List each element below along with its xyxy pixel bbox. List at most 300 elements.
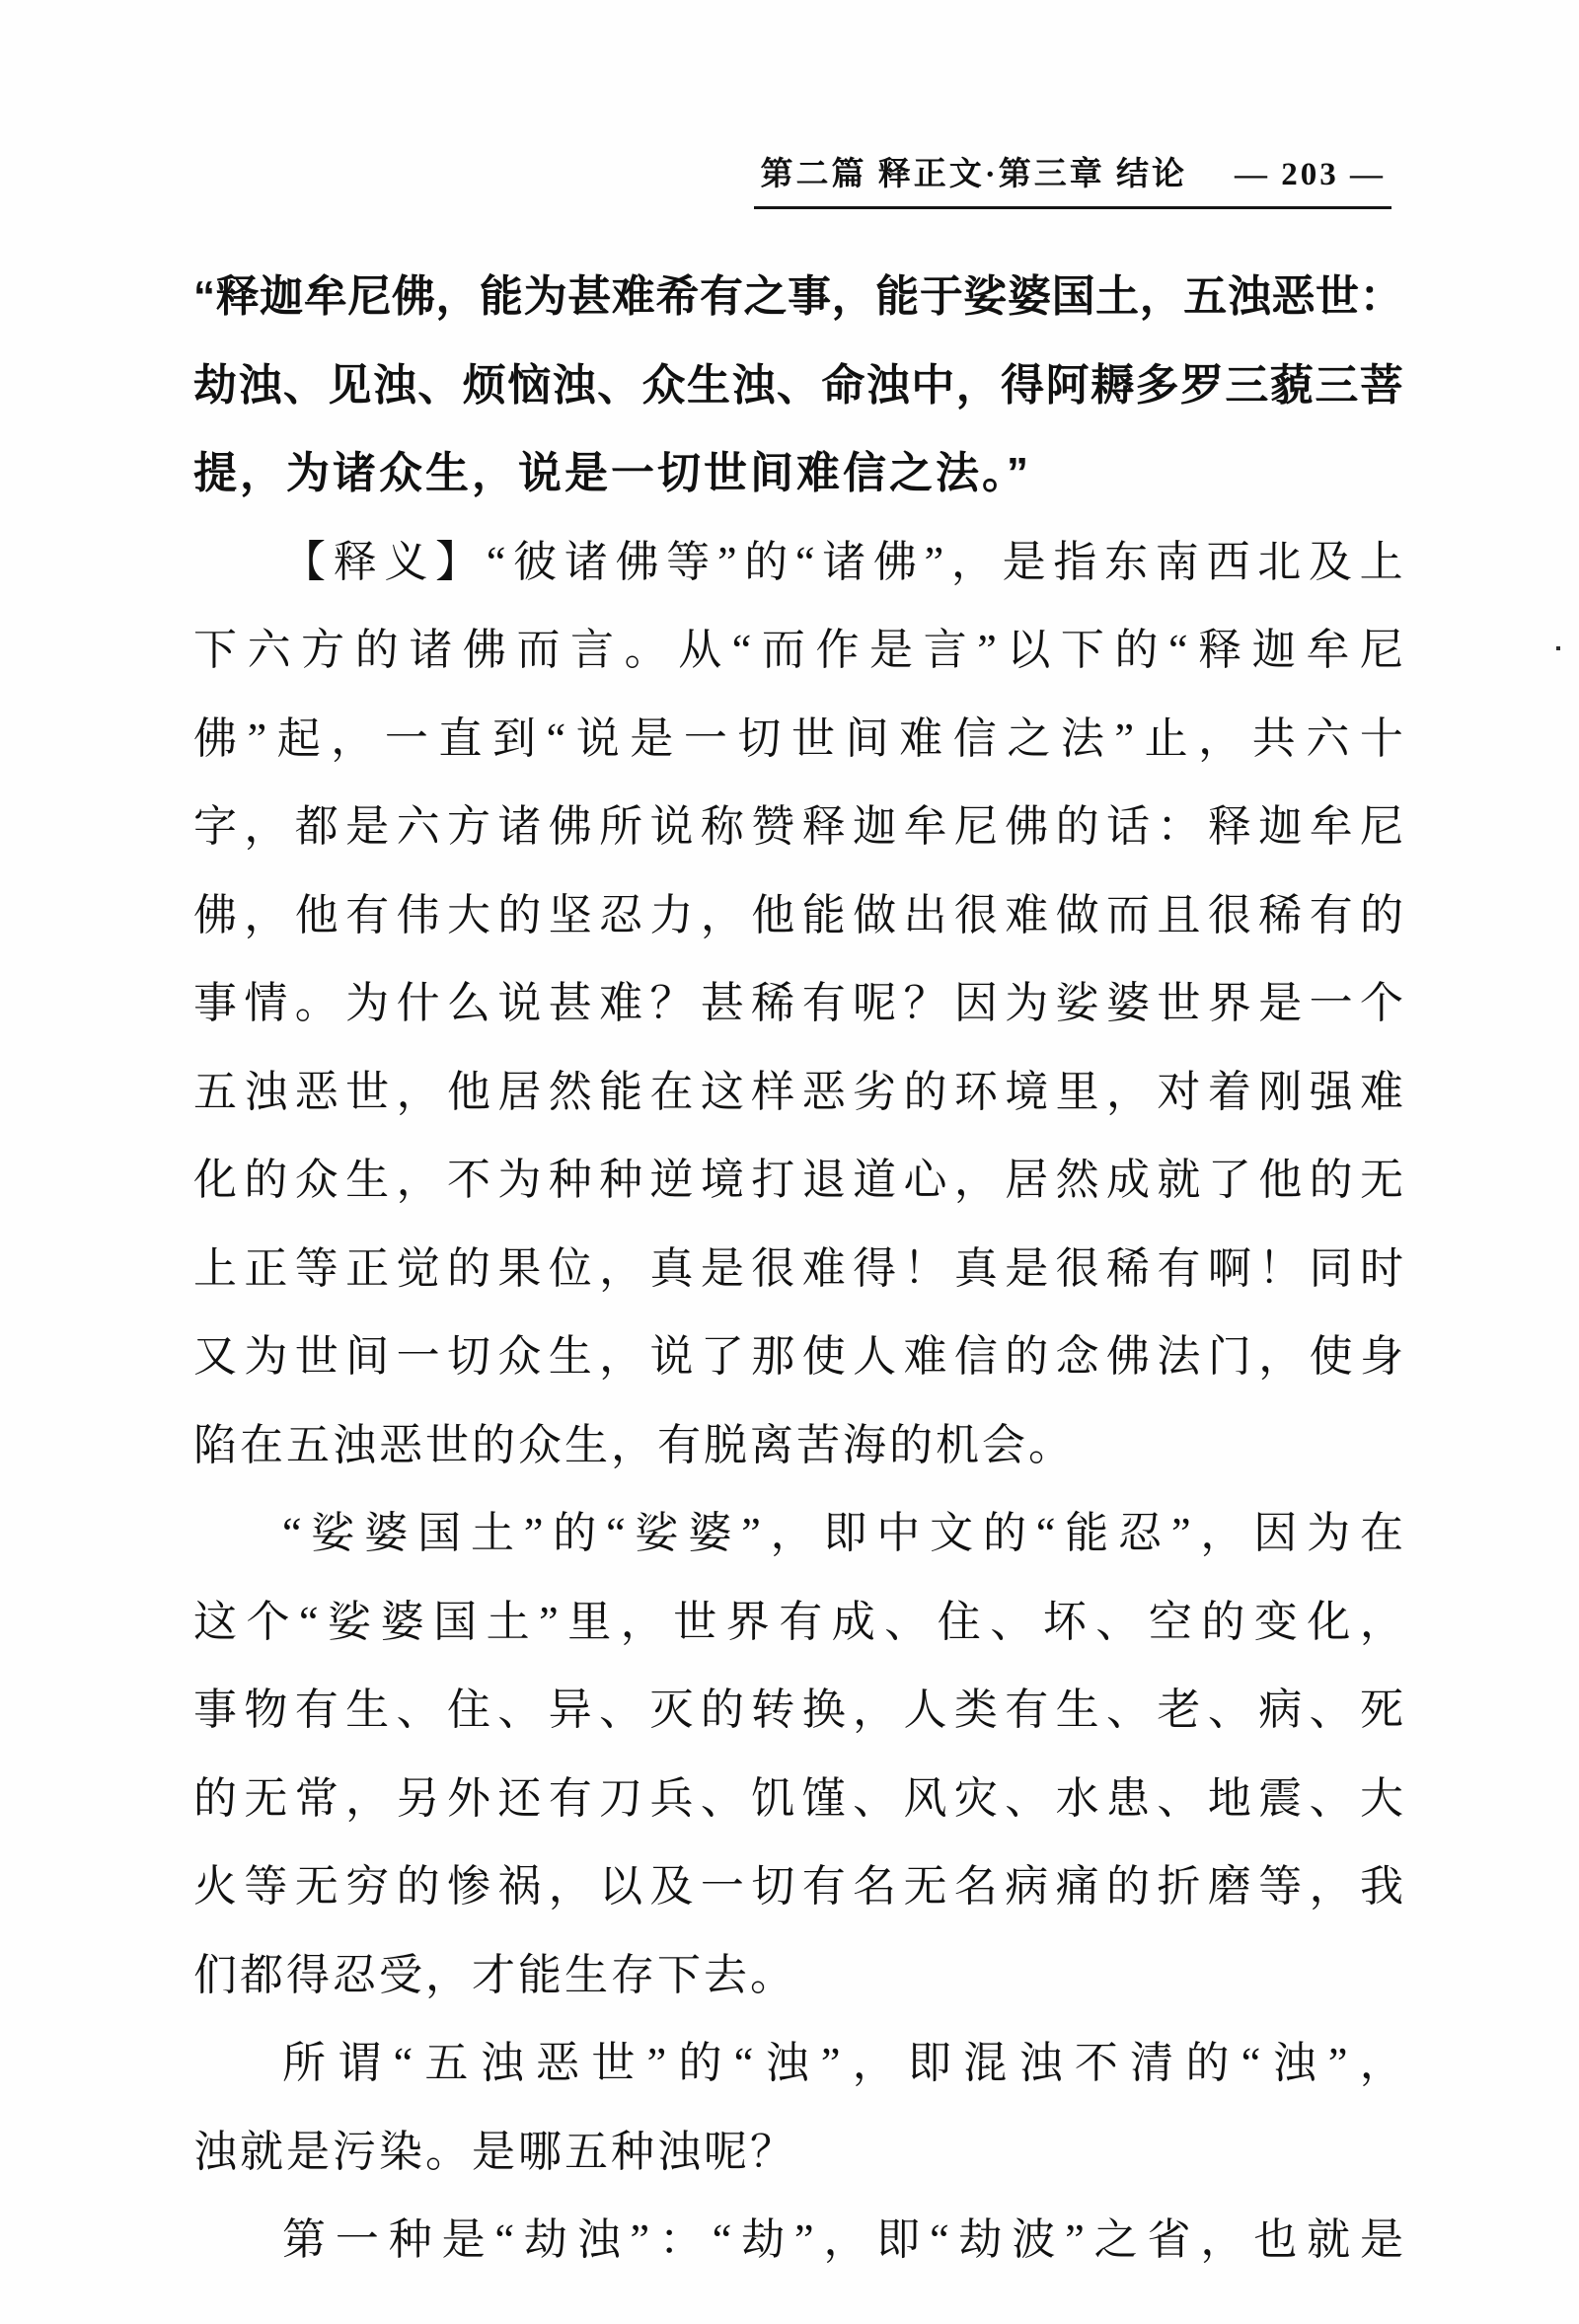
glyph: 】 <box>435 537 480 586</box>
glyph: 、 <box>417 360 462 410</box>
glyph: 成 <box>1106 1156 1151 1204</box>
glyph: 尼 <box>953 802 998 851</box>
glyph: 了 <box>1207 1156 1251 1204</box>
glyph: 稀 <box>751 979 795 1027</box>
glyph: 义 <box>384 537 428 586</box>
glyph: 环 <box>953 1067 998 1116</box>
glyph: ， <box>1200 1509 1244 1557</box>
glyph: 名 <box>953 1862 998 1911</box>
glyph: 有 <box>801 979 846 1027</box>
glyph: 恶 <box>1271 272 1316 321</box>
glyph: 、 <box>776 360 820 410</box>
glyph: 居 <box>1005 1156 1049 1204</box>
glyph: 即 <box>907 2039 951 2087</box>
glyph: 世 <box>1316 272 1360 321</box>
glyph: 的 <box>244 1156 288 1204</box>
glyph: 世 <box>791 713 835 763</box>
glyph: 浊 <box>244 1067 288 1116</box>
glyph: 一 <box>335 2215 379 2264</box>
glyph: 而 <box>761 626 805 674</box>
glyph: 信 <box>953 1332 998 1381</box>
glyph: 因 <box>953 979 998 1027</box>
glyph: 、 <box>1309 1686 1353 1734</box>
glyph: 及 <box>1308 537 1352 586</box>
glyph: 是 <box>1002 537 1046 586</box>
glyph: 即 <box>823 1509 867 1557</box>
glyph: 劫 <box>958 2215 1003 2264</box>
glyph: 法 <box>1060 713 1104 763</box>
glyph: 为 <box>1005 979 1049 1027</box>
glyph: 娑 <box>311 1509 355 1557</box>
glyph: 的 <box>553 1509 597 1557</box>
glyph: 做 <box>1055 890 1099 939</box>
text-line <box>193 518 1403 607</box>
glyph: 世 <box>345 1067 390 1116</box>
glyph: 磨 <box>1207 1862 1251 1911</box>
glyph: 名 <box>853 1862 897 1911</box>
glyph: 病 <box>1005 1862 1049 1911</box>
glyph: 国 <box>417 1509 462 1557</box>
glyph: 罗 <box>1179 360 1224 410</box>
glyph: ， <box>1258 1332 1303 1381</box>
text-block <box>193 253 1403 2285</box>
glyph: 是 <box>700 1243 744 1293</box>
glyph: 上 <box>193 1243 237 1293</box>
text-line: 提，为诸众生，说是一切世间难信之法。” <box>193 449 1031 497</box>
glyph: 国 <box>1051 272 1095 321</box>
glyph: 释 <box>1198 626 1242 674</box>
glyph: 赞 <box>751 802 795 851</box>
glyph: 、 <box>1207 1686 1251 1734</box>
glyph: 同 <box>1309 1243 1353 1293</box>
text-line <box>193 1312 1403 1401</box>
glyph: 正 <box>345 1243 390 1293</box>
glyph: 劫 <box>523 2215 567 2264</box>
glyph: 以 <box>599 1862 643 1911</box>
glyph: 难 <box>1359 1067 1403 1116</box>
glyph: 诸 <box>564 537 608 586</box>
glyph: 为 <box>345 979 390 1027</box>
glyph: 甚 <box>548 979 592 1027</box>
glyph: ， <box>831 272 875 321</box>
glyph: 成 <box>831 1597 875 1646</box>
glyph: 果 <box>497 1243 542 1293</box>
glyph: 的 <box>700 1686 744 1734</box>
scan-speck <box>1556 646 1560 650</box>
glyph: 大 <box>446 890 490 939</box>
glyph: 北 <box>1257 537 1302 586</box>
glyph: 难 <box>1005 890 1049 939</box>
glyph: 住 <box>937 1597 981 1646</box>
glyph: ， <box>1359 1597 1403 1646</box>
glyph: 、 <box>396 1686 440 1734</box>
glyph: 话 <box>1106 802 1151 851</box>
glyph: 、 <box>1106 1686 1151 1734</box>
glyph: 浊 <box>576 2215 621 2264</box>
text-line <box>193 695 1403 784</box>
glyph: 这 <box>700 1067 744 1116</box>
glyph: 众 <box>294 1156 338 1204</box>
glyph: 混 <box>963 2039 1008 2087</box>
glyph: 的 <box>983 1509 1027 1557</box>
glyph: 世 <box>673 1597 717 1646</box>
glyph: ， <box>244 802 288 851</box>
glyph: 浊 <box>765 2039 809 2087</box>
glyph: 能 <box>480 272 524 321</box>
glyph: 坏 <box>1042 1597 1087 1646</box>
glyph: 患 <box>1106 1773 1151 1823</box>
glyph: 力 <box>649 890 694 939</box>
glyph: 菩 <box>1359 360 1403 410</box>
glyph: 人 <box>853 1332 897 1381</box>
glyph: 上 <box>1359 537 1403 586</box>
glyph: 的 <box>678 2039 722 2087</box>
glyph: 不 <box>1074 2039 1118 2087</box>
glyph: 穷 <box>345 1862 390 1911</box>
glyph: 众 <box>497 1332 542 1381</box>
text-line: 浊就是污染。是哪五种浊呢？ <box>193 2127 796 2176</box>
glyph: ” <box>247 713 267 763</box>
glyph: ， <box>1359 2039 1403 2087</box>
glyph: 换 <box>801 1686 846 1734</box>
glyph: 谓 <box>338 2039 382 2087</box>
glyph: 下 <box>193 626 237 674</box>
glyph: 中 <box>876 1509 921 1557</box>
glyph: 、 <box>1309 1773 1353 1823</box>
glyph: 娑 <box>328 1597 372 1646</box>
glyph: 、 <box>599 1686 643 1734</box>
glyph: ， <box>435 272 480 321</box>
glyph: “ <box>606 1509 626 1557</box>
text-line <box>193 2019 1403 2108</box>
glyph: 到 <box>492 713 536 763</box>
glyph: 还 <box>497 1773 542 1823</box>
glyph: 震 <box>1258 1773 1303 1823</box>
glyph: 就 <box>1157 1156 1201 1204</box>
text-line: 们都得忍受，才能生存下去。 <box>193 1950 796 1999</box>
glyph: ！ <box>903 1243 947 1293</box>
glyph: 【 <box>282 537 326 586</box>
glyph: “ <box>393 2039 414 2087</box>
glyph: 浊 <box>372 360 416 410</box>
glyph: 婆 <box>364 1509 409 1557</box>
glyph: 之 <box>743 272 788 321</box>
glyph: 什 <box>396 979 440 1027</box>
glyph: 的 <box>1201 1597 1245 1646</box>
glyph: 藐 <box>1269 360 1314 410</box>
glyph: 西 <box>1206 537 1250 586</box>
glyph: 土 <box>1095 272 1140 321</box>
glyph: 国 <box>433 1597 478 1646</box>
glyph: 省 <box>1147 2215 1191 2264</box>
glyph: 希 <box>655 272 700 321</box>
glyph: 生 <box>686 360 730 410</box>
glyph: 事 <box>193 979 237 1027</box>
glyph: 、 <box>497 1686 542 1734</box>
glyph: 念 <box>1055 1332 1099 1381</box>
glyph: 间 <box>345 1332 390 1381</box>
glyph: 逆 <box>649 1156 694 1204</box>
glyph: ， <box>396 1156 440 1204</box>
glyph: 另 <box>396 1773 440 1823</box>
glyph: “ <box>282 1509 302 1557</box>
glyph: ” <box>646 2039 667 2087</box>
glyph: 位 <box>548 1243 592 1293</box>
glyph: 牟 <box>303 272 347 321</box>
glyph: 迦 <box>1258 802 1303 851</box>
glyph: 中 <box>911 360 955 410</box>
glyph: 做 <box>853 890 897 939</box>
glyph: 劫 <box>741 2215 786 2264</box>
glyph: 共 <box>1251 713 1296 763</box>
glyph: 很 <box>1207 890 1251 939</box>
glyph: 众 <box>641 360 686 410</box>
glyph: 灾 <box>953 1773 998 1823</box>
glyph: ： <box>1157 802 1201 851</box>
glyph: 释 <box>215 272 260 321</box>
glyph: 病 <box>1258 1686 1303 1734</box>
glyph: ， <box>620 1597 664 1646</box>
glyph: ， <box>1139 272 1183 321</box>
glyph: 言 <box>923 626 967 674</box>
glyph: 命 <box>821 360 865 410</box>
text-line <box>193 871 1403 960</box>
glyph: 在 <box>649 1067 694 1116</box>
glyph: 第 <box>282 2215 326 2264</box>
glyph: 阿 <box>1045 360 1090 410</box>
glyph: 化 <box>193 1156 237 1204</box>
glyph: 祸 <box>497 1862 542 1911</box>
glyph: 见 <box>328 360 372 410</box>
glyph: 迦 <box>260 272 304 321</box>
glyph: 南 <box>1155 537 1199 586</box>
glyph: 波 <box>1012 2215 1056 2264</box>
glyph: 难 <box>801 1243 846 1293</box>
glyph: 浊 <box>731 360 776 410</box>
glyph: 的 <box>1055 802 1099 851</box>
glyph: 五 <box>424 2039 469 2087</box>
glyph: 常 <box>294 1773 338 1823</box>
glyph: 不 <box>446 1156 490 1204</box>
glyph: ， <box>331 713 375 763</box>
glyph: 变 <box>1253 1597 1298 1646</box>
glyph: 界 <box>1207 979 1251 1027</box>
glyph: 馑 <box>801 1773 846 1823</box>
glyph: 类 <box>953 1686 998 1734</box>
glyph: 及 <box>649 1862 694 1911</box>
glyph: ， <box>852 2039 896 2087</box>
glyph: 即 <box>876 2215 921 2264</box>
glyph: 劫 <box>193 360 237 410</box>
glyph: 一 <box>396 1332 440 1381</box>
glyph: 空 <box>1148 1597 1192 1646</box>
glyph: ， <box>1309 1862 1353 1911</box>
glyph: 佛 <box>1106 1332 1151 1381</box>
glyph: 出 <box>903 890 947 939</box>
glyph: 佛 <box>615 537 659 586</box>
glyph: 又 <box>193 1332 237 1381</box>
glyph: 尼 <box>1359 626 1403 674</box>
glyph: ” <box>1327 2039 1348 2087</box>
glyph: 浊 <box>1227 272 1271 321</box>
glyph: 切 <box>751 1862 795 1911</box>
glyph: 佛 <box>1005 802 1049 851</box>
glyph: ” <box>1170 1509 1191 1557</box>
glyph: 火 <box>193 1862 237 1911</box>
glyph: 六 <box>1306 713 1350 763</box>
glyph: 难 <box>903 1332 947 1381</box>
glyph: 有 <box>294 1686 338 1734</box>
glyph: 佛 <box>462 626 506 674</box>
glyph: 迦 <box>853 802 897 851</box>
glyph: ” <box>717 537 737 586</box>
glyph: 的 <box>1114 626 1159 674</box>
glyph: 有 <box>1309 890 1353 939</box>
glyph: ， <box>953 1156 998 1204</box>
glyph: 等 <box>244 1862 288 1911</box>
glyph: 这 <box>193 1597 237 1646</box>
glyph: 着 <box>1207 1067 1251 1116</box>
text-line <box>193 959 1403 1048</box>
glyph: 诸 <box>822 537 866 586</box>
glyph: 忍 <box>1118 1509 1163 1557</box>
glyph: 牟 <box>1306 626 1350 674</box>
glyph: ， <box>396 1067 440 1116</box>
glyph: 有 <box>699 272 743 321</box>
glyph: 无 <box>1359 1156 1403 1204</box>
glyph: 那 <box>751 1332 795 1381</box>
glyph: 、 <box>597 360 641 410</box>
glyph: ： <box>1359 272 1403 321</box>
glyph: 、 <box>1095 1597 1140 1646</box>
glyph: ？ <box>903 979 947 1027</box>
text-line <box>193 1666 1403 1755</box>
glyph: 从 <box>678 626 722 674</box>
glyph: 说 <box>649 1332 694 1381</box>
glyph: 伟 <box>396 890 440 939</box>
glyph: 所 <box>599 802 643 851</box>
glyph: ， <box>823 2215 867 2264</box>
glyph: 事 <box>193 1686 237 1734</box>
glyph: 佛 <box>548 802 592 851</box>
text-line <box>193 783 1403 871</box>
glyph: 时 <box>1359 1243 1403 1293</box>
glyph: 物 <box>244 1686 288 1734</box>
glyph: 等 <box>666 537 711 586</box>
glyph: 为 <box>1307 1509 1351 1557</box>
glyph: 觉 <box>396 1243 440 1293</box>
glyph: 彼 <box>513 537 558 586</box>
text-line <box>193 1842 1403 1931</box>
glyph: 所 <box>282 2039 326 2087</box>
text-line <box>193 1578 1403 1667</box>
glyph: 个 <box>1359 979 1403 1027</box>
glyph: 土 <box>486 1597 530 1646</box>
glyph: 生 <box>548 1332 592 1381</box>
glyph: 恶 <box>801 1067 846 1116</box>
glyph: 六 <box>247 626 291 674</box>
glyph: 强 <box>1309 1067 1353 1116</box>
glyph: “ <box>299 1597 319 1646</box>
glyph: 呢 <box>853 979 897 1027</box>
glyph: 无 <box>244 1773 288 1823</box>
glyph: ” <box>630 2215 650 2264</box>
glyph: 因 <box>1253 1509 1298 1557</box>
glyph: “ <box>930 2215 949 2264</box>
glyph: 耨 <box>1090 360 1135 410</box>
glyph: 事 <box>788 272 832 321</box>
glyph: 浊 <box>1272 2039 1316 2087</box>
glyph: 了 <box>700 1332 744 1381</box>
glyph: 人 <box>903 1686 947 1734</box>
glyph: 然 <box>548 1067 592 1116</box>
glyph: 东 <box>1104 537 1149 586</box>
glyph: ” <box>1065 2215 1085 2264</box>
glyph: 对 <box>1157 1067 1201 1116</box>
glyph: 世 <box>1157 979 1201 1027</box>
glyph: ！ <box>1258 1243 1303 1293</box>
glyph: 心 <box>903 1156 947 1204</box>
glyph: 牟 <box>1309 802 1353 851</box>
glyph: 言 <box>570 626 615 674</box>
glyph: 就 <box>1307 2215 1351 2264</box>
glyph: ” <box>977 626 997 674</box>
glyph: 能 <box>801 890 846 939</box>
glyph: ， <box>599 1332 643 1381</box>
glyph: 死 <box>1359 1686 1403 1734</box>
glyph: ， <box>853 1686 897 1734</box>
glyph: 折 <box>1157 1862 1201 1911</box>
glyph: 道 <box>853 1156 897 1204</box>
glyph: 的 <box>1185 2039 1230 2087</box>
text-line <box>193 606 1403 695</box>
text-line <box>193 1225 1403 1313</box>
glyph: 间 <box>845 713 889 763</box>
glyph: 老 <box>1157 1686 1201 1734</box>
glyph: 样 <box>751 1067 795 1116</box>
glyph: 等 <box>1258 1862 1303 1911</box>
text-line <box>193 1136 1403 1225</box>
glyph: 为 <box>244 1332 288 1381</box>
glyph: 一 <box>700 1862 744 1911</box>
glyph: 居 <box>497 1067 542 1116</box>
glyph: 三 <box>1315 360 1359 410</box>
text-line <box>193 2196 1403 2285</box>
glyph: 、 <box>853 1773 897 1823</box>
glyph: 无 <box>294 1862 338 1911</box>
glyph: 一 <box>384 713 428 763</box>
glyph: 界 <box>725 1597 770 1646</box>
glyph: 之 <box>1093 2215 1138 2264</box>
glyph: 种 <box>388 2215 432 2264</box>
glyph: 起 <box>276 713 321 763</box>
glyph: 坚 <box>548 890 592 939</box>
glyph: 五 <box>1183 272 1228 321</box>
text-line <box>193 1489 1403 1578</box>
glyph: 佛 <box>193 890 237 939</box>
glyph: ” <box>820 2039 841 2087</box>
glyph: 佛 <box>391 272 435 321</box>
glyph: 是 <box>441 2215 486 2264</box>
glyph: 稀 <box>1258 890 1303 939</box>
glyph: ” <box>924 537 944 586</box>
glyph: 切 <box>446 1332 490 1381</box>
glyph: ， <box>950 537 995 586</box>
glyph: 说 <box>497 979 542 1027</box>
glyph: ” <box>741 1509 761 1557</box>
glyph: “ <box>486 537 506 586</box>
glyph: 有 <box>1157 1243 1201 1293</box>
